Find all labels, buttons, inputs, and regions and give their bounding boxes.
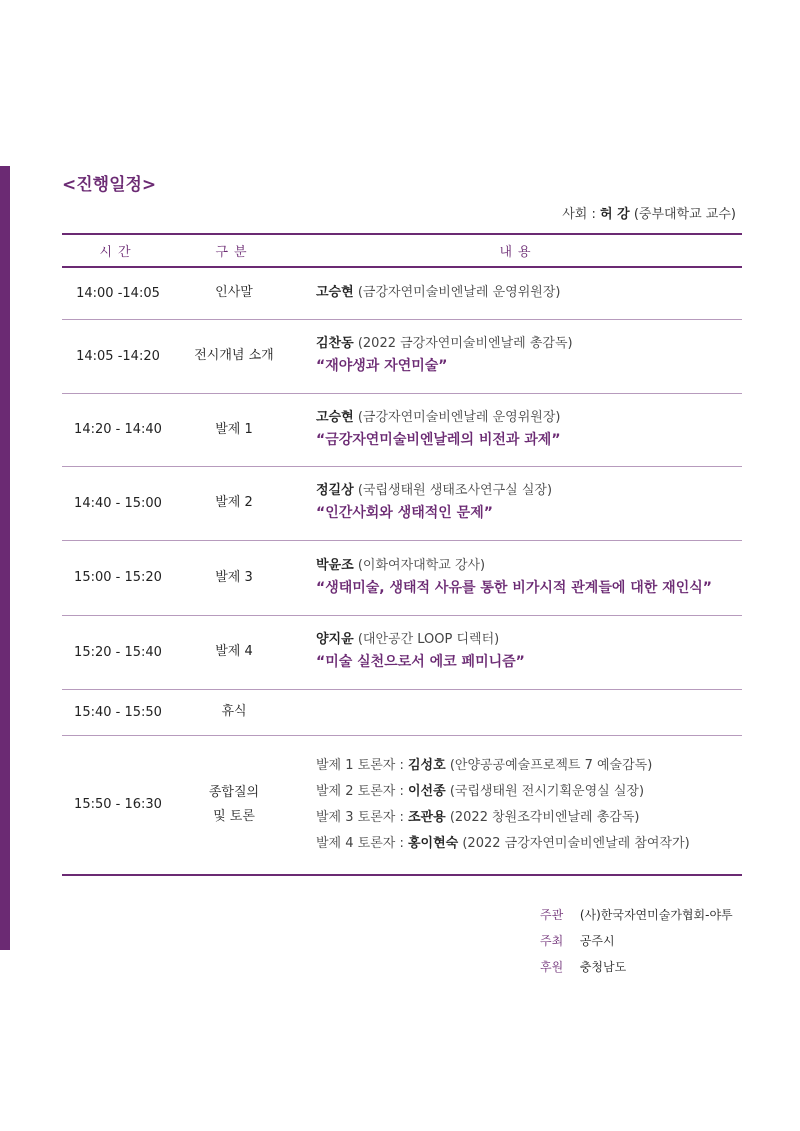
credit-label: 후원 — [540, 960, 564, 974]
credit-host — [540, 931, 733, 957]
panelist — [316, 831, 742, 857]
talk-title: “미술 실천으로서 에코 페미니즘” — [316, 654, 525, 670]
panelist-affiliation: (국립생태원 전시기획운영실 실장) — [449, 783, 645, 799]
credit-label: 주관 — [540, 908, 564, 922]
talk-title: “인간사회와 생태적인 문제” — [316, 505, 493, 521]
moderator-name: 허 강 — [600, 207, 630, 222]
speaker-affiliation: (금강자연미술비엔날레 운영위원장) — [357, 409, 561, 425]
row-time: 14:40 - 15:00 — [74, 495, 162, 511]
panelist — [316, 805, 742, 831]
table-header-row — [62, 234, 742, 267]
credit-label: 주최 — [540, 934, 564, 948]
row-category: 발제 4 — [215, 644, 253, 659]
speaker-name: 양지윤 — [316, 632, 354, 647]
panelist-name: 조관용 — [407, 809, 446, 825]
row-category: 발제 2 — [215, 495, 253, 510]
row-time: 15:50 - 16:30 — [74, 797, 162, 813]
panelist-role: 발제 4 토론자 : — [316, 835, 404, 851]
row-category-line2: 및 토론 — [213, 808, 255, 824]
speaker-affiliation: (국립생태원 생태조사연구실 실장) — [357, 483, 553, 498]
header-time: 시간 — [62, 234, 174, 267]
panelist — [316, 779, 742, 805]
speaker — [316, 630, 742, 650]
panelist-affiliation: (안양공공예술프로젝트 7 예술감독) — [449, 757, 653, 773]
row-time: 15:00 - 15:20 — [74, 570, 162, 585]
panelist-name: 이선종 — [407, 783, 446, 799]
panelist-name: 홍이현숙 — [407, 835, 459, 851]
speaker-name: 김찬동 — [316, 336, 354, 351]
row-category: 인사말 — [215, 285, 253, 301]
header-category: 구분 — [174, 234, 294, 267]
talk-title: “금강자연미술비엔날레의 비전과 과제” — [316, 431, 561, 448]
table-row-discussion — [62, 735, 742, 875]
panelist-name: 김성호 — [407, 757, 446, 773]
row-time: 14:20 - 14:40 — [74, 422, 162, 437]
table-row — [62, 689, 742, 735]
credits-block — [540, 905, 733, 983]
speaker-name: 박윤조 — [316, 557, 354, 573]
speaker — [316, 408, 742, 428]
header-content: 내용 — [294, 234, 742, 267]
page-title: <진행일정> — [62, 175, 157, 195]
speaker — [316, 334, 742, 354]
row-category: 휴식 — [221, 704, 247, 719]
speaker — [316, 556, 742, 576]
credit-value: 공주시 — [579, 934, 615, 948]
speaker-name: 고승현 — [316, 285, 354, 301]
speaker-name: 정길상 — [316, 483, 354, 498]
row-category: 전시개념 소개 — [194, 348, 274, 363]
panelist — [316, 753, 742, 779]
schedule-table — [62, 233, 742, 876]
row-category: 발제 3 — [215, 569, 253, 585]
row-category: 발제 1 — [215, 421, 253, 437]
row-time: 14:05 -14:20 — [76, 348, 160, 364]
speaker-name: 고승현 — [316, 409, 354, 425]
panelist-role: 발제 3 토론자 : — [316, 809, 404, 825]
panelist-affiliation: (2022 금강자연미술비엔날레 참여작가) — [462, 835, 690, 851]
table-row — [62, 540, 742, 615]
speaker-affiliation: (대안공간 LOOP 디렉터) — [357, 632, 500, 647]
moderator-prefix: 사회 : — [562, 207, 596, 222]
speaker — [316, 283, 742, 303]
table-row — [62, 466, 742, 540]
panelist-role: 발제 1 토론자 : — [316, 757, 404, 773]
table-row — [62, 319, 742, 393]
credit-organizer — [540, 905, 733, 931]
talk-title: “생태미술, 생태적 사유를 통한 비가시적 관계들에 대한 재인식” — [316, 579, 712, 596]
panelist-affiliation: (2022 창원조각비엔날레 총감독) — [449, 809, 640, 825]
talk-title: “재야생과 자연미술” — [316, 358, 448, 374]
row-category-line1: 종합질의 — [208, 784, 260, 800]
row-time: 15:40 - 15:50 — [74, 704, 162, 720]
panelist-role: 발제 2 토론자 : — [316, 783, 404, 799]
credit-value: 충청남도 — [579, 960, 627, 974]
table-row — [62, 393, 742, 466]
moderator-line — [562, 203, 736, 222]
credit-value: (사)한국자연미술가협회-야투 — [579, 908, 733, 922]
credit-sponsor — [540, 957, 733, 983]
speaker-affiliation: (2022 금강자연미술비엔날레 총감독) — [357, 336, 573, 351]
moderator-affiliation: (중부대학교 교수) — [633, 207, 736, 222]
row-time: 15:20 - 15:40 — [74, 644, 162, 660]
side-accent-bar — [0, 166, 10, 950]
table-row — [62, 615, 742, 689]
table-row — [62, 267, 742, 319]
speaker-affiliation: (이화여자대학교 강사) — [357, 557, 486, 573]
speaker-affiliation: (금강자연미술비엔날레 운영위원장) — [357, 285, 561, 301]
speaker — [316, 481, 742, 501]
row-time: 14:00 -14:05 — [76, 285, 160, 301]
